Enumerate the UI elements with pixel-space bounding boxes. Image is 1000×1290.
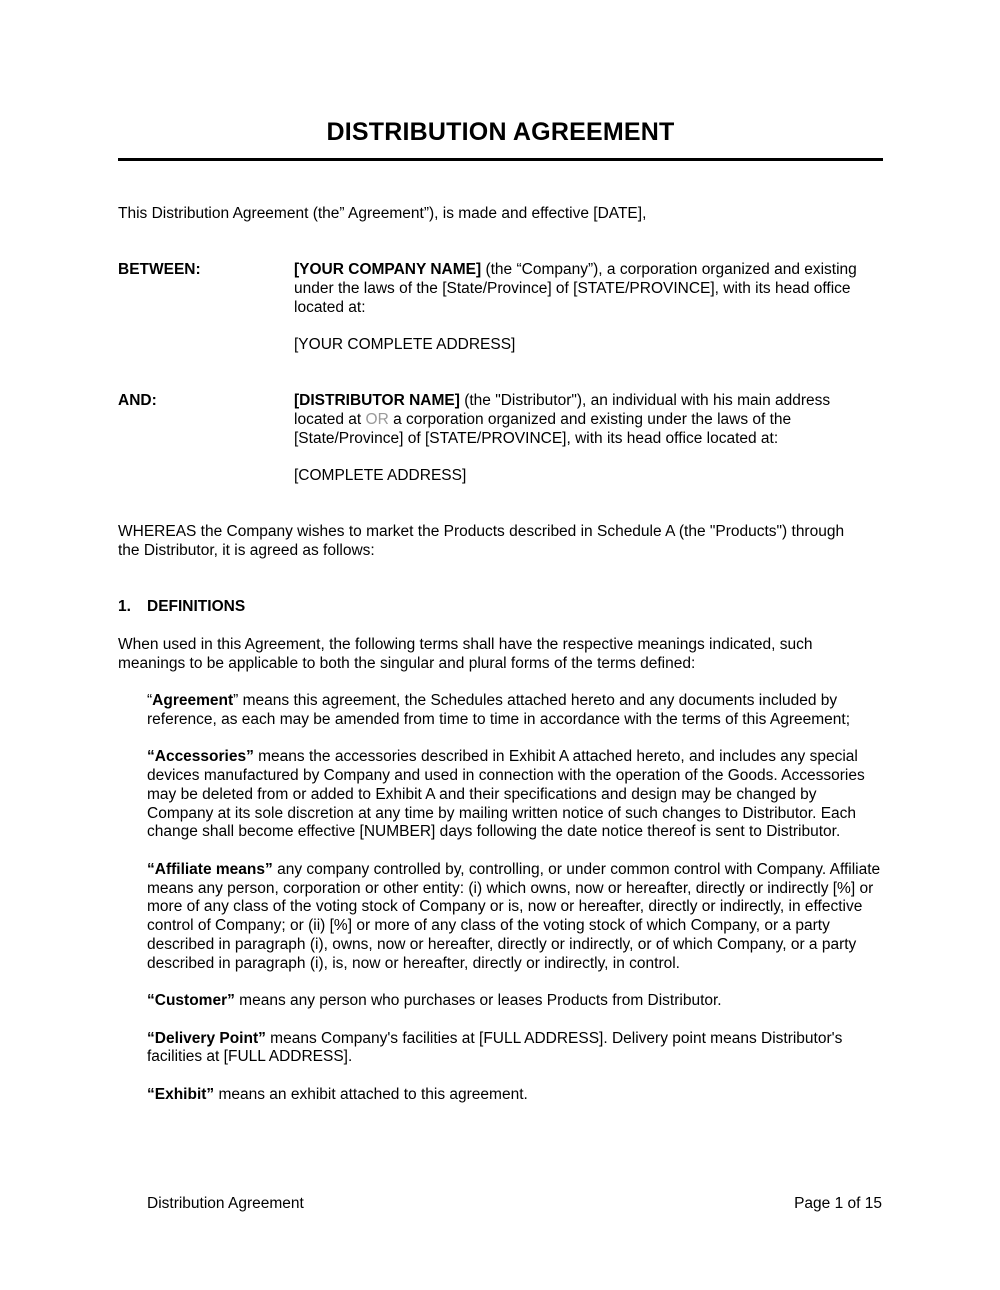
footer-document-name: Distribution Agreement bbox=[147, 1195, 304, 1212]
company-description-text: (the “Company”), a corporation organized and existing under the laws of the [State/Province] of [STATE/PROVINCE], with its head office located at: bbox=[294, 261, 857, 316]
definitions-intro: When used in this Agreement, the following terms shall have the respective meanings indicated, such meanings to be applicable to both the singular and plural forms of the terms defined: bbox=[118, 636, 813, 672]
definition-open-quote: “ bbox=[147, 692, 153, 709]
definition-text: means Company's facilities at [FULL ADDRESS]. Delivery point means Distributor's facilities at [FULL ADDRESS]. bbox=[147, 1029, 843, 1066]
or-marker: OR bbox=[365, 410, 389, 428]
definition-text: means any person who purchases or leases Products from Distributor. bbox=[234, 992, 722, 1010]
definition-customer bbox=[147, 992, 887, 1011]
whereas-paragraph: WHEREAS the Company wishes to market the Products described in Schedule A (the "Products") through the Distributor, it is agreed as follows: bbox=[118, 523, 845, 559]
distributor-address: [COMPLETE ADDRESS] bbox=[294, 467, 467, 484]
section-1-heading: DEFINITIONS bbox=[147, 598, 246, 615]
definition-term: “Delivery Point” bbox=[147, 1029, 266, 1047]
title-divider bbox=[118, 158, 883, 161]
company-name-placeholder: [YOUR COMPANY NAME] bbox=[294, 261, 482, 278]
definition-term: “Affiliate means” bbox=[147, 860, 273, 878]
definition-text: means this agreement, the Schedules attached hereto and any documents included by reference, as each may be amended from time to time in accordance with the terms of this Agreement; bbox=[147, 692, 851, 728]
footer-page-number: Page 1 of 15 bbox=[794, 1195, 882, 1212]
party-distributor-description bbox=[294, 392, 884, 448]
distributor-text-1: (the "Distributor"), an individual with his main address located at bbox=[294, 392, 831, 428]
party-label-and: AND: bbox=[118, 392, 157, 409]
definition-term: “Customer” bbox=[147, 992, 235, 1010]
definition-term: Agreement bbox=[152, 692, 234, 709]
intro-paragraph: This Distribution Agreement (the” Agreement”), is made and effective [DATE], bbox=[118, 205, 647, 222]
distributor-name-placeholder: [DISTRIBUTOR NAME] bbox=[294, 392, 460, 409]
definition-affiliate bbox=[147, 861, 887, 974]
definition-accessories bbox=[147, 748, 887, 842]
company-address: [YOUR COMPLETE ADDRESS] bbox=[294, 336, 516, 353]
definition-text: means an exhibit attached to this agreement. bbox=[214, 1085, 528, 1103]
party-company-description bbox=[294, 261, 884, 317]
definition-term: “Exhibit” bbox=[147, 1085, 215, 1103]
section-1-number: 1. bbox=[118, 598, 131, 615]
definition-text: any company controlled by, controlling, or under common control with Company. Affiliate means any person, corporation or other entity: (i) which owns, now or hereafter, directly or indirectly [%] or more of any class of the voting stock of Company or is, now or hereafter, directly or indirectly, in effective control of Company; or (ii) [%] or more of any class of the voting stock of which Company, or a party described in paragraph (i), owns, now or hereafter, directly or indirectly, or of which Company, or a party described in paragraph (i), is, now or hereafter, directly or indirectly, in control. bbox=[147, 860, 881, 972]
definition-exhibit bbox=[147, 1086, 887, 1105]
distributor-text-2: a corporation organized and existing under the laws of the [State/Province] of [STATE/PROVINCE], with its head office located at: bbox=[294, 410, 792, 447]
definition-text: means the accessories described in Exhibit A attached hereto, and includes any special devices manufactured by Company and used in connection with the operation of the Goods. Accessories may be deleted from or added to Exhibit A and their specifications and design may be changed by Company at its sole discretion at any time by mailing written notice of such changes to Distributor. Each change shall become effective [NUMBER] days following the date notice thereof is sent to Distributor. bbox=[147, 748, 865, 841]
document-title: DISTRIBUTION AGREEMENT bbox=[326, 118, 675, 146]
definition-term: “Accessories” bbox=[147, 748, 254, 766]
definition-agreement bbox=[147, 692, 887, 730]
party-label-between: BETWEEN: bbox=[118, 261, 201, 278]
definition-close-quote: ” bbox=[233, 692, 239, 709]
definitions-list bbox=[147, 692, 887, 1123]
definition-delivery-point bbox=[147, 1030, 887, 1068]
